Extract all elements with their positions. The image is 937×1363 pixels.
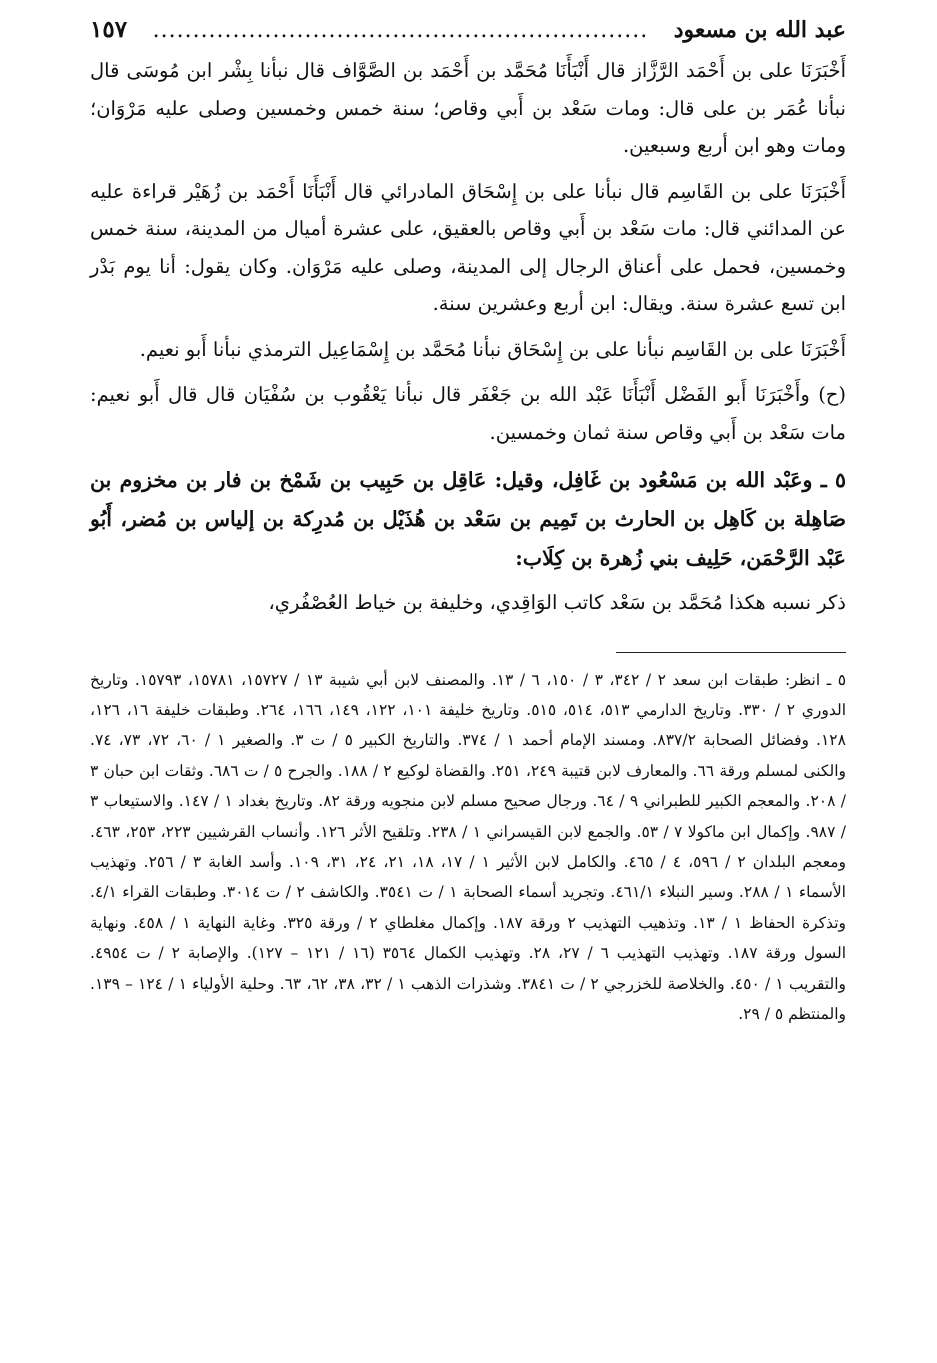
entry-heading-5: ٥ ـ وعَبْد الله بن مَسْعُود بن غَافِل، وقيل: عَاقِل بن حَبِيب بن شَمْخ بن فار بن مخزوم بن صَاهِلة بن كَاهِل بن الحارث بن تَمِيم بن سَعْد بن هُذَيْل بن مُدرِكة بن إلياس بن مُضر، أَبُو عَبْد الرَّحْمَن، حَلِيف بني زُهرة بن كِلَاب:	[90, 468, 846, 570]
footnote-separator-rule	[616, 652, 846, 653]
paragraph-1: أَخْبَرَنَا على بن أَحْمَد الرَّزَّاز قال أَنْبَأَنَا مُحَمَّد بن أَحْمَد بن الصَّوَّاف قال نبأنا بِشْر ابن مُوسَى قال نبأنا عُمَر بن على قال: ومات سَعْد بن أَبي وقاص؛ سنة خمس وخمسين وصلى عليه مَرْوَان؛ ومات وهو ابن أربع وسبعين.	[90, 59, 846, 157]
footnote: ٥ ـ انظر: طبقات ابن سعد ٢ / ٣٤٢، ٣ / ١٥٠، ٦ / ١٣. والمصنف لابن أبي شيبة ١٣ / ١٥٧٢٧، ١٥٧٨١، ١٥٧٩٣. وتاريخ الدوري ٢ / ٣٣٠. وتاريخ الدارمي ٥١٣، ٥١٤، ٥١٥. وتاريخ خليفة ١٠١، ١٢٢، ١٤٩، ١٦٦، ٢٦٤. وطبقات خليفة ١٦، ١٢٦، ١٢٨. وفضائل الصحابة ٨٣٧/٢. ومسند الإمام أحمد ١ / ٣٧٤. والتاريخ الكبير ٥ / ت ٣. والصغير ١ / ٦٠، ٧٢، ٧٣، ٧٤. والكنى لمسلم ورقة ٦٦. والمعارف لابن قتيبة ٢٤٩، ٢٥١. والقضاة لوكيع ٢ / ١٨٨. والجرح ٥ / ت ٦٨٦. وثقات ابن حبان ٣ / ٢٠٨. والمعجم الكبير للطبراني ٩ / ٦٤. ورجال صحيح مسلم لابن منجويه ورقة ٨٢. وتاريخ بغداد ١ / ١٤٧. والاستيعاب ٣ / ٩٨٧. وإكمال ابن ماكولا ٧ / ٥٣. والجمع لابن القيسراني ١ / ٢٣٨. وتلقيح الأثر ١٢٦. وأنساب القرشيين ٢٢٣، ٢٥٣، ٤٦٣. ومعجم البلدان ٢ / ٥٩٦، ٤ / ٤٦٥. والكامل لابن الأثير ١ / ١٧، ١٨، ٢١، ٢٤، ٣١، ١٠٩. وأسد الغابة ٣ / ٢٥٦. وتهذيب الأسماء ١ / ٢٨٨. وسير النبلاء ٤٦١/١. وتجريد أسماء الصحابة ١ / ت ٣٥٤١. والكاشف ٢ / ت ٣٠١٤. وطبقات القراء ٤/١. وتذكرة الحفاظ ١ / ١٣. وتذهيب التهذيب ٢ ورقة ١٨٧. وإكمال مغلطاي ٢ / ورقة ٣٢٥. وغاية النهاية ١ / ٤٥٨. ونهاية السول ورقة ١٨٧. وتهذيب التهذيب ٦ / ٢٧، ٢٨. وتهذيب الكمال ٣٥٦٤ (١٦ / ١٢١ – ١٢٧). والإصابة ٢ / ت ٤٩٥٤. والتقريب ١ / ٤٥٠. والخلاصة للخزرجي ٢ / ت ٣٨٤١. وشذرات الذهب ١ / ٣٢، ٣٨، ٦٢، ٦٣. وحلية الأولياء ١ / ١٢٤ – ١٣٩. والمنتظم ٥ / ٢٩.	[90, 670, 847, 1023]
paragraph-2: أَخْبَرَنَا على بن القَاسِم قال نبأنا على بن إِسْحَاق المادرائي قال أَنْبَأَنَا أَحْمَد بن زُهَيْر قراءة عليه عن المدائني قال: مات سَعْد بن أَبي وقاص بالعقيق، على عشرة أميال من المدينة، سنة خمس وخمسين، فحمل على أعناق الرجال إلى المدينة، وصلى عليه مَرْوَان. وكان يقول: أنا يوم بَدْر ابن تسع عشرة سنة. ويقال: ابن أربع وعشرين سنة.	[90, 179, 846, 315]
running-head-leader-dots: ..............................................................	[152, 18, 649, 43]
paragraph-4: (ح) وأَخْبَرَنَا أَبو الفَضْل أَنْبَأَنَا عَبْد الله بن جَعْفَر قال نبأنا يَعْقُوب بن سُفْيَان قال قال أَبو نعيم: مات سَعْد بن أَبي وقاص سنة ثمان وخمسين.	[90, 383, 846, 444]
paragraph-6: ذكر نسبه هكذا مُحَمَّد بن سَعْد كاتب الوَاقِدي، وخليفة بن خياط العُصْفُري،	[268, 591, 846, 614]
main-text	[90, 52, 846, 622]
running-head-title: عبد الله بن مسعود	[673, 17, 846, 43]
book-page	[90, 8, 846, 1029]
running-head	[90, 8, 846, 52]
paragraph-3: أَخْبَرَنَا على بن القَاسِم نبأنا على بن إِسْحَاق نبأنا مُحَمَّد بن إِسْمَاعِيل الترمذي نبأنا أَبو نعيم.	[139, 337, 846, 361]
page-number: ١٥٧	[90, 16, 128, 43]
